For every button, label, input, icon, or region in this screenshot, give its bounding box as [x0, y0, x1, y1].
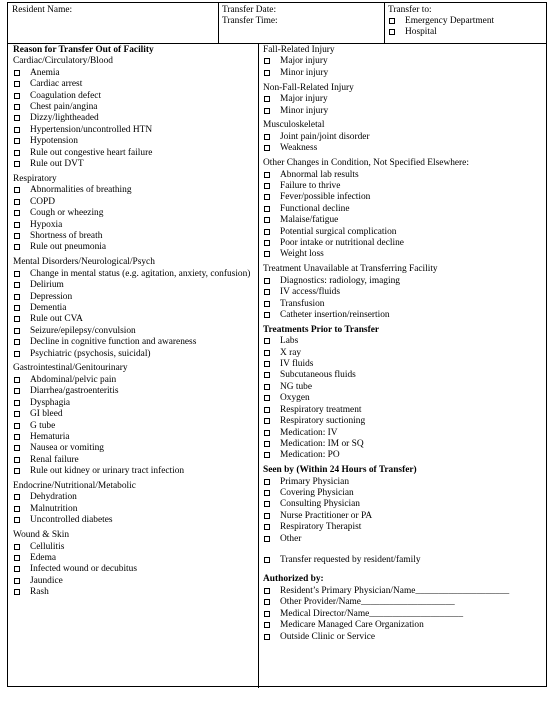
section-title: Fall-Related Injury	[263, 45, 335, 55]
checkbox-item[interactable]	[263, 348, 543, 359]
checkbox-item[interactable]	[13, 375, 255, 386]
section-title: Treatment Unavailable at Transferring Facility	[263, 264, 438, 275]
resident-name-label: Resident Name:	[12, 5, 73, 15]
checkbox[interactable]	[14, 339, 20, 345]
checkbox-label: Delirium	[30, 280, 64, 291]
checkbox-label: Medication: PO	[280, 450, 340, 461]
right-section	[263, 45, 543, 79]
right-sections	[263, 45, 543, 545]
checkbox-label: Abnormalities of breathing	[30, 185, 132, 196]
checkbox-item[interactable]	[13, 553, 255, 564]
checkbox-item[interactable]	[388, 27, 548, 38]
right-section	[263, 158, 543, 261]
section-title: Musculoskeletal	[263, 120, 325, 131]
checkbox[interactable]	[14, 70, 20, 76]
checkbox-item[interactable]	[263, 249, 543, 260]
checkbox[interactable]	[14, 589, 20, 595]
checkbox-item[interactable]	[263, 450, 543, 461]
checkbox[interactable]	[14, 566, 20, 572]
checkbox-label: Resident’s Primary Physician/Name____________________	[280, 585, 510, 596]
checkbox[interactable]	[14, 93, 20, 99]
checkbox[interactable]	[14, 434, 20, 440]
checkbox[interactable]	[14, 544, 20, 550]
left-section	[13, 174, 255, 254]
checkbox-label: Anemia	[30, 67, 60, 78]
checkbox[interactable]	[14, 244, 20, 250]
checkbox[interactable]	[14, 377, 20, 383]
checkbox[interactable]	[264, 217, 270, 223]
resident-name-field[interactable]	[12, 5, 215, 45]
checkbox-label: Rule out DVT	[30, 159, 84, 170]
checkbox[interactable]	[264, 634, 270, 640]
checkbox-label: Malnutrition	[30, 503, 78, 514]
checkbox-label: Functional decline	[280, 203, 350, 214]
checkbox-item[interactable]	[13, 220, 255, 231]
checkbox[interactable]	[14, 305, 20, 311]
checkbox-label: Fever/possible infection	[280, 192, 371, 203]
checkbox[interactable]	[264, 229, 270, 235]
checkbox-item[interactable]	[388, 16, 548, 27]
checkbox[interactable]	[14, 351, 20, 357]
checkbox[interactable]	[264, 384, 270, 390]
transfer-to-options	[388, 16, 548, 38]
checkbox-item[interactable]	[263, 370, 543, 381]
checkbox[interactable]	[264, 278, 270, 284]
section-title: Respiratory	[13, 173, 57, 184]
checkbox-item[interactable]	[13, 337, 255, 348]
checkbox-item[interactable]	[263, 238, 543, 249]
checkbox-label: Change in mental status (e.g. agitation, anxiety, confusion)	[30, 268, 251, 279]
checkbox-item[interactable]	[13, 314, 255, 325]
checkbox[interactable]	[264, 622, 270, 628]
left-column	[13, 45, 255, 599]
checkbox[interactable]	[14, 294, 20, 300]
checkbox[interactable]	[14, 423, 20, 429]
checkbox-item[interactable]	[13, 587, 255, 598]
checkbox-label: GI bleed	[30, 409, 63, 420]
checkbox-item[interactable]	[13, 326, 255, 337]
checkbox[interactable]	[14, 187, 20, 193]
checkbox-item[interactable]	[13, 148, 255, 159]
checkbox-item[interactable]	[263, 382, 543, 393]
checkbox-label: Outside Clinic or Service	[280, 631, 376, 642]
checkbox-label: Diagnostics: radiology, imaging	[280, 275, 400, 286]
checkbox-item[interactable]	[263, 620, 543, 631]
checkbox-label: Psychiatric (psychosis, suicidal)	[30, 348, 151, 359]
checkbox[interactable]	[14, 210, 20, 216]
resident-request-item[interactable]	[263, 555, 543, 566]
checkbox-item[interactable]	[13, 303, 255, 314]
checkbox-label: Major injury	[280, 56, 328, 67]
checkbox-label: Minor injury	[280, 67, 329, 78]
checkbox-item[interactable]	[13, 136, 255, 147]
checkbox-label: Catheter insertion/reinsertion	[280, 309, 390, 320]
authorized-title: Authorized by:	[263, 574, 324, 585]
checkbox[interactable]	[14, 282, 20, 288]
checkbox-item[interactable]	[13, 208, 255, 219]
checkbox-item[interactable]	[13, 113, 255, 124]
checkbox[interactable]	[264, 490, 270, 496]
checkbox-item[interactable]	[263, 310, 543, 321]
checkbox-label: Renal failure	[30, 454, 79, 465]
checkbox[interactable]	[264, 441, 270, 447]
checkbox-label: Medication: IV	[280, 427, 338, 438]
checkbox-item[interactable]	[263, 227, 543, 238]
checkbox[interactable]	[264, 611, 270, 617]
checkbox[interactable]	[264, 588, 270, 594]
checkbox-label: Medical Director/Name____________________	[280, 608, 464, 619]
checkbox[interactable]	[14, 127, 20, 133]
checkbox-item[interactable]	[13, 542, 255, 553]
checkbox-item[interactable]	[263, 299, 543, 310]
checkbox-item[interactable]	[13, 398, 255, 409]
checkbox-label: Medication: IM or SQ	[280, 438, 364, 449]
checkbox[interactable]	[264, 145, 270, 151]
checkbox-label: Nurse Practitioner or PA	[280, 510, 373, 521]
checkbox[interactable]	[264, 557, 270, 563]
checkbox[interactable]	[264, 194, 270, 200]
checkbox-item[interactable]	[263, 393, 543, 404]
checkbox-item[interactable]	[13, 185, 255, 196]
checkbox-item[interactable]	[13, 68, 255, 79]
checkbox-label: Seizure/epilepsy/convulsion	[30, 325, 136, 336]
checkbox[interactable]	[264, 407, 270, 413]
checkbox-label: Hypoxia	[30, 219, 63, 230]
checkbox[interactable]	[264, 524, 270, 530]
checkbox-label: Hypertension/uncontrolled HTN	[30, 124, 153, 135]
checkbox-item[interactable]	[263, 287, 543, 298]
checkbox-item[interactable]	[13, 466, 255, 477]
checkbox[interactable]	[264, 395, 270, 401]
transfer-form	[7, 2, 547, 687]
checkbox-item[interactable]	[13, 576, 255, 587]
checkbox-label: Potential surgical complication	[280, 226, 397, 237]
checkbox-item[interactable]	[263, 405, 543, 416]
section-title: Gastrointestinal/Genitourinary	[13, 363, 128, 374]
checkbox[interactable]	[14, 506, 20, 512]
checkbox-label: Diarrhea/gastroenteritis	[30, 386, 119, 397]
checkbox[interactable]	[264, 301, 270, 307]
checkbox-label: Infected wound or decubitus	[30, 564, 137, 575]
checkbox[interactable]	[14, 81, 20, 87]
checkbox-label: Jaundice	[30, 575, 63, 586]
checkbox-label: Shortness of breath	[30, 231, 103, 241]
checkbox-item[interactable]	[13, 492, 255, 503]
checkbox[interactable]	[264, 372, 270, 378]
checkbox[interactable]	[264, 183, 270, 189]
checkbox-label: Weight loss	[280, 249, 324, 260]
checkbox-label: G tube	[30, 420, 56, 431]
checkbox[interactable]	[264, 251, 270, 257]
checkbox[interactable]	[14, 199, 20, 205]
checkbox[interactable]	[264, 108, 270, 114]
checkbox-label: Hypotension	[30, 136, 78, 147]
checkbox-item[interactable]	[263, 439, 543, 450]
checkbox-item[interactable]	[263, 106, 543, 117]
checkbox[interactable]	[14, 271, 20, 277]
checkbox[interactable]	[14, 388, 20, 394]
checkbox-item[interactable]	[13, 455, 255, 466]
checkbox-label: Hematuria	[30, 431, 70, 442]
checkbox-label: Hospital	[405, 27, 437, 37]
checkbox[interactable]	[264, 361, 270, 367]
checkbox-item[interactable]	[13, 269, 255, 280]
checkbox[interactable]	[389, 29, 395, 35]
checkbox-label: Rash	[30, 587, 49, 598]
checkbox[interactable]	[264, 350, 270, 356]
checkbox[interactable]	[14, 233, 20, 239]
transfer-to-label: Transfer to:	[388, 5, 432, 15]
checkbox-label: Cellulitis	[30, 541, 65, 552]
checkbox-item[interactable]	[13, 386, 255, 397]
checkbox-item[interactable]	[263, 94, 543, 105]
checkbox[interactable]	[14, 222, 20, 228]
transfer-date-label: Transfer Date:	[222, 5, 277, 15]
transfer-to-field	[384, 3, 548, 43]
checkbox-item[interactable]	[13, 349, 255, 360]
checkbox-item[interactable]	[263, 522, 543, 533]
checkbox[interactable]	[264, 418, 270, 424]
checkbox-label: Cough or wheezing	[30, 208, 104, 219]
checkbox-item[interactable]	[13, 432, 255, 443]
checkbox-label: Minor injury	[280, 105, 329, 116]
checkbox[interactable]	[14, 555, 20, 561]
form-header	[8, 3, 546, 44]
checkbox-item[interactable]	[13, 125, 255, 136]
checkbox[interactable]	[264, 240, 270, 246]
left-section	[13, 363, 255, 477]
checkbox-label: Dementia	[30, 302, 67, 313]
checkbox-item[interactable]	[263, 359, 543, 370]
checkbox-item[interactable]	[13, 443, 255, 454]
checkbox[interactable]	[264, 599, 270, 605]
checkbox-label: Subcutaneous fluids	[280, 370, 356, 381]
authorized-section	[263, 574, 543, 642]
checkbox-item[interactable]	[263, 416, 543, 427]
checkbox-item[interactable]	[263, 215, 543, 226]
checkbox[interactable]	[14, 517, 20, 523]
checkbox-label: Joint pain/joint disorder	[280, 131, 370, 142]
checkbox-label: Respiratory suctioning	[280, 416, 366, 427]
right-section	[263, 264, 543, 321]
checkbox[interactable]	[14, 150, 20, 156]
checkbox-item[interactable]	[263, 499, 543, 510]
checkbox[interactable]	[264, 479, 270, 485]
checkbox[interactable]	[264, 172, 270, 178]
checkbox-item[interactable]	[263, 143, 543, 154]
checkbox-label: Other Provider/Name____________________	[280, 597, 455, 608]
checkbox[interactable]	[264, 289, 270, 295]
resident-request-label: Transfer requested by resident/family	[280, 555, 421, 566]
authorized-items	[263, 586, 543, 643]
checkbox-label: IV fluids	[280, 359, 314, 370]
checkbox[interactable]	[264, 206, 270, 212]
checkbox[interactable]	[264, 536, 270, 542]
checkbox-label: Edema	[30, 552, 57, 563]
checkbox-label: Abdominal/pelvic pain	[30, 374, 117, 385]
checkbox-label: Other	[280, 533, 302, 544]
section-title: Cardiac/Circulatory/Blood	[13, 56, 113, 67]
checkbox-item[interactable]	[13, 102, 255, 113]
section-title: Other Changes in Condition, Not Specified Elsewhere:	[263, 158, 469, 169]
checkbox[interactable]	[264, 501, 270, 507]
reason-for-transfer-title: Reason for Transfer Out of Facility	[13, 45, 154, 55]
checkbox-item[interactable]	[13, 421, 255, 432]
checkbox-label: Rule out CVA	[30, 314, 83, 325]
section-title: Seen by (Within 24 Hours of Transfer)	[263, 465, 417, 476]
checkbox[interactable]	[14, 138, 20, 144]
transfer-time-label: Transfer Time:	[222, 16, 278, 26]
checkbox-label: Rule out kidney or urinary tract infection	[30, 466, 185, 477]
checkbox[interactable]	[264, 452, 270, 458]
checkbox-item[interactable]	[263, 511, 543, 522]
checkbox-label: COPD	[30, 196, 56, 207]
checkbox-item[interactable]	[263, 132, 543, 143]
checkbox[interactable]	[14, 161, 20, 167]
checkbox[interactable]	[14, 115, 20, 121]
checkbox-label: Malaise/fatigue	[280, 215, 339, 226]
checkbox-label: Weakness	[280, 143, 318, 154]
checkbox-item[interactable]	[263, 534, 543, 545]
checkbox-item[interactable]	[263, 276, 543, 287]
checkbox[interactable]	[14, 328, 20, 334]
spacer	[263, 545, 543, 555]
checkbox-item[interactable]	[13, 79, 255, 90]
checkbox-label: X ray	[280, 347, 302, 358]
left-sections	[13, 56, 255, 598]
checkbox-item[interactable]	[13, 159, 255, 170]
checkbox-label: Depression	[30, 291, 73, 302]
checkbox[interactable]	[389, 18, 395, 24]
section-title: Treatments Prior to Transfer	[263, 324, 380, 335]
transfer-date-time-field[interactable]	[218, 3, 387, 43]
checkbox[interactable]	[14, 316, 20, 322]
checkbox-label: Rule out pneumonia	[30, 242, 107, 253]
right-section	[263, 120, 543, 154]
checkbox-item[interactable]	[263, 170, 543, 181]
checkbox-item[interactable]	[13, 280, 255, 291]
checkbox-label: NG tube	[280, 381, 313, 392]
checkbox[interactable]	[264, 513, 270, 519]
checkbox-label: Cardiac arrest	[30, 79, 83, 90]
checkbox-item[interactable]	[263, 336, 543, 347]
section-title: Non-Fall-Related Injury	[263, 82, 354, 93]
checkbox-item[interactable]	[263, 181, 543, 192]
checkbox[interactable]	[264, 338, 270, 344]
right-column	[263, 45, 543, 643]
checkbox-item[interactable]	[263, 428, 543, 439]
left-section	[13, 530, 255, 598]
checkbox[interactable]	[14, 578, 20, 584]
checkbox-item[interactable]	[263, 488, 543, 499]
checkbox-label: Poor intake or nutritional decline	[280, 238, 404, 248]
checkbox-label: IV access/fluids	[280, 287, 340, 298]
checkbox-label: Oxygen	[280, 393, 310, 404]
checkbox-item[interactable]	[263, 192, 543, 203]
checkbox-label: Transfusion	[280, 298, 325, 309]
checkbox-item[interactable]	[263, 204, 543, 215]
checkbox-label: Dysphagia	[30, 397, 71, 408]
checkbox[interactable]	[14, 457, 20, 463]
checkbox-label: Nausea or vomiting	[30, 443, 104, 454]
checkbox-item[interactable]	[13, 409, 255, 420]
section-title: Mental Disorders/Neurological/Psych	[13, 257, 155, 268]
checkbox[interactable]	[14, 468, 20, 474]
checkbox-label: Emergency Department	[405, 16, 495, 26]
checkbox-label: Abnormal lab results	[280, 169, 359, 180]
checkbox-item[interactable]	[263, 477, 543, 488]
checkbox-label: Medicare Managed Care Organization	[280, 620, 424, 631]
section-title: Wound & Skin	[13, 530, 70, 541]
left-section	[13, 56, 255, 170]
checkbox-item[interactable]	[13, 91, 255, 102]
checkbox[interactable]	[14, 411, 20, 417]
checkbox-item[interactable]	[13, 231, 255, 242]
checkbox-item[interactable]	[13, 515, 255, 526]
checkbox-label: Dehydration	[30, 492, 77, 503]
checkbox-label: Respiratory treatment	[280, 404, 362, 415]
right-section	[263, 465, 543, 545]
checkbox-item[interactable]	[13, 197, 255, 208]
checkbox-item[interactable]	[263, 56, 543, 67]
right-section	[263, 83, 543, 117]
checkbox-item[interactable]	[263, 68, 543, 79]
section-title: Endocrine/Nutritional/Metabolic	[13, 481, 136, 492]
checkbox-label: Consulting Physician	[280, 499, 360, 510]
checkbox-label: Chest pain/angina	[30, 102, 98, 113]
checkbox[interactable]	[14, 494, 20, 500]
column-divider	[258, 43, 259, 688]
checkbox[interactable]	[264, 70, 270, 76]
left-section	[13, 257, 255, 360]
checkbox[interactable]	[264, 58, 270, 64]
checkbox-item[interactable]	[263, 597, 543, 608]
checkbox-label: Decline in cognitive function and awareness	[30, 337, 197, 348]
checkbox-item[interactable]	[13, 292, 255, 303]
checkbox-item[interactable]	[13, 504, 255, 515]
checkbox[interactable]	[14, 104, 20, 110]
checkbox-label: Labs	[280, 336, 299, 347]
checkbox-item[interactable]	[263, 586, 543, 597]
checkbox-label: Primary Physician	[280, 476, 350, 487]
left-section	[13, 481, 255, 527]
checkbox-label: Dizzy/lightheaded	[30, 113, 99, 124]
checkbox-label: Uncontrolled diabetes	[30, 515, 113, 526]
checkbox[interactable]	[264, 96, 270, 102]
checkbox[interactable]	[14, 445, 20, 451]
checkbox[interactable]	[264, 312, 270, 318]
checkbox[interactable]	[14, 400, 20, 406]
checkbox-item[interactable]	[263, 609, 543, 620]
checkbox-label: Major injury	[280, 94, 328, 105]
checkbox[interactable]	[264, 134, 270, 140]
checkbox-label: Coagulation defect	[30, 90, 102, 101]
checkbox-label: Covering Physician	[280, 488, 354, 499]
checkbox-label: Respiratory Therapist	[280, 522, 362, 533]
checkbox[interactable]	[264, 430, 270, 436]
right-section	[263, 325, 543, 462]
checkbox-label: Failure to thrive	[280, 180, 341, 191]
checkbox-item[interactable]	[13, 242, 255, 253]
checkbox-item[interactable]	[13, 564, 255, 575]
checkbox-label: Rule out congestive heart failure	[30, 147, 153, 158]
checkbox-item[interactable]	[263, 632, 543, 643]
